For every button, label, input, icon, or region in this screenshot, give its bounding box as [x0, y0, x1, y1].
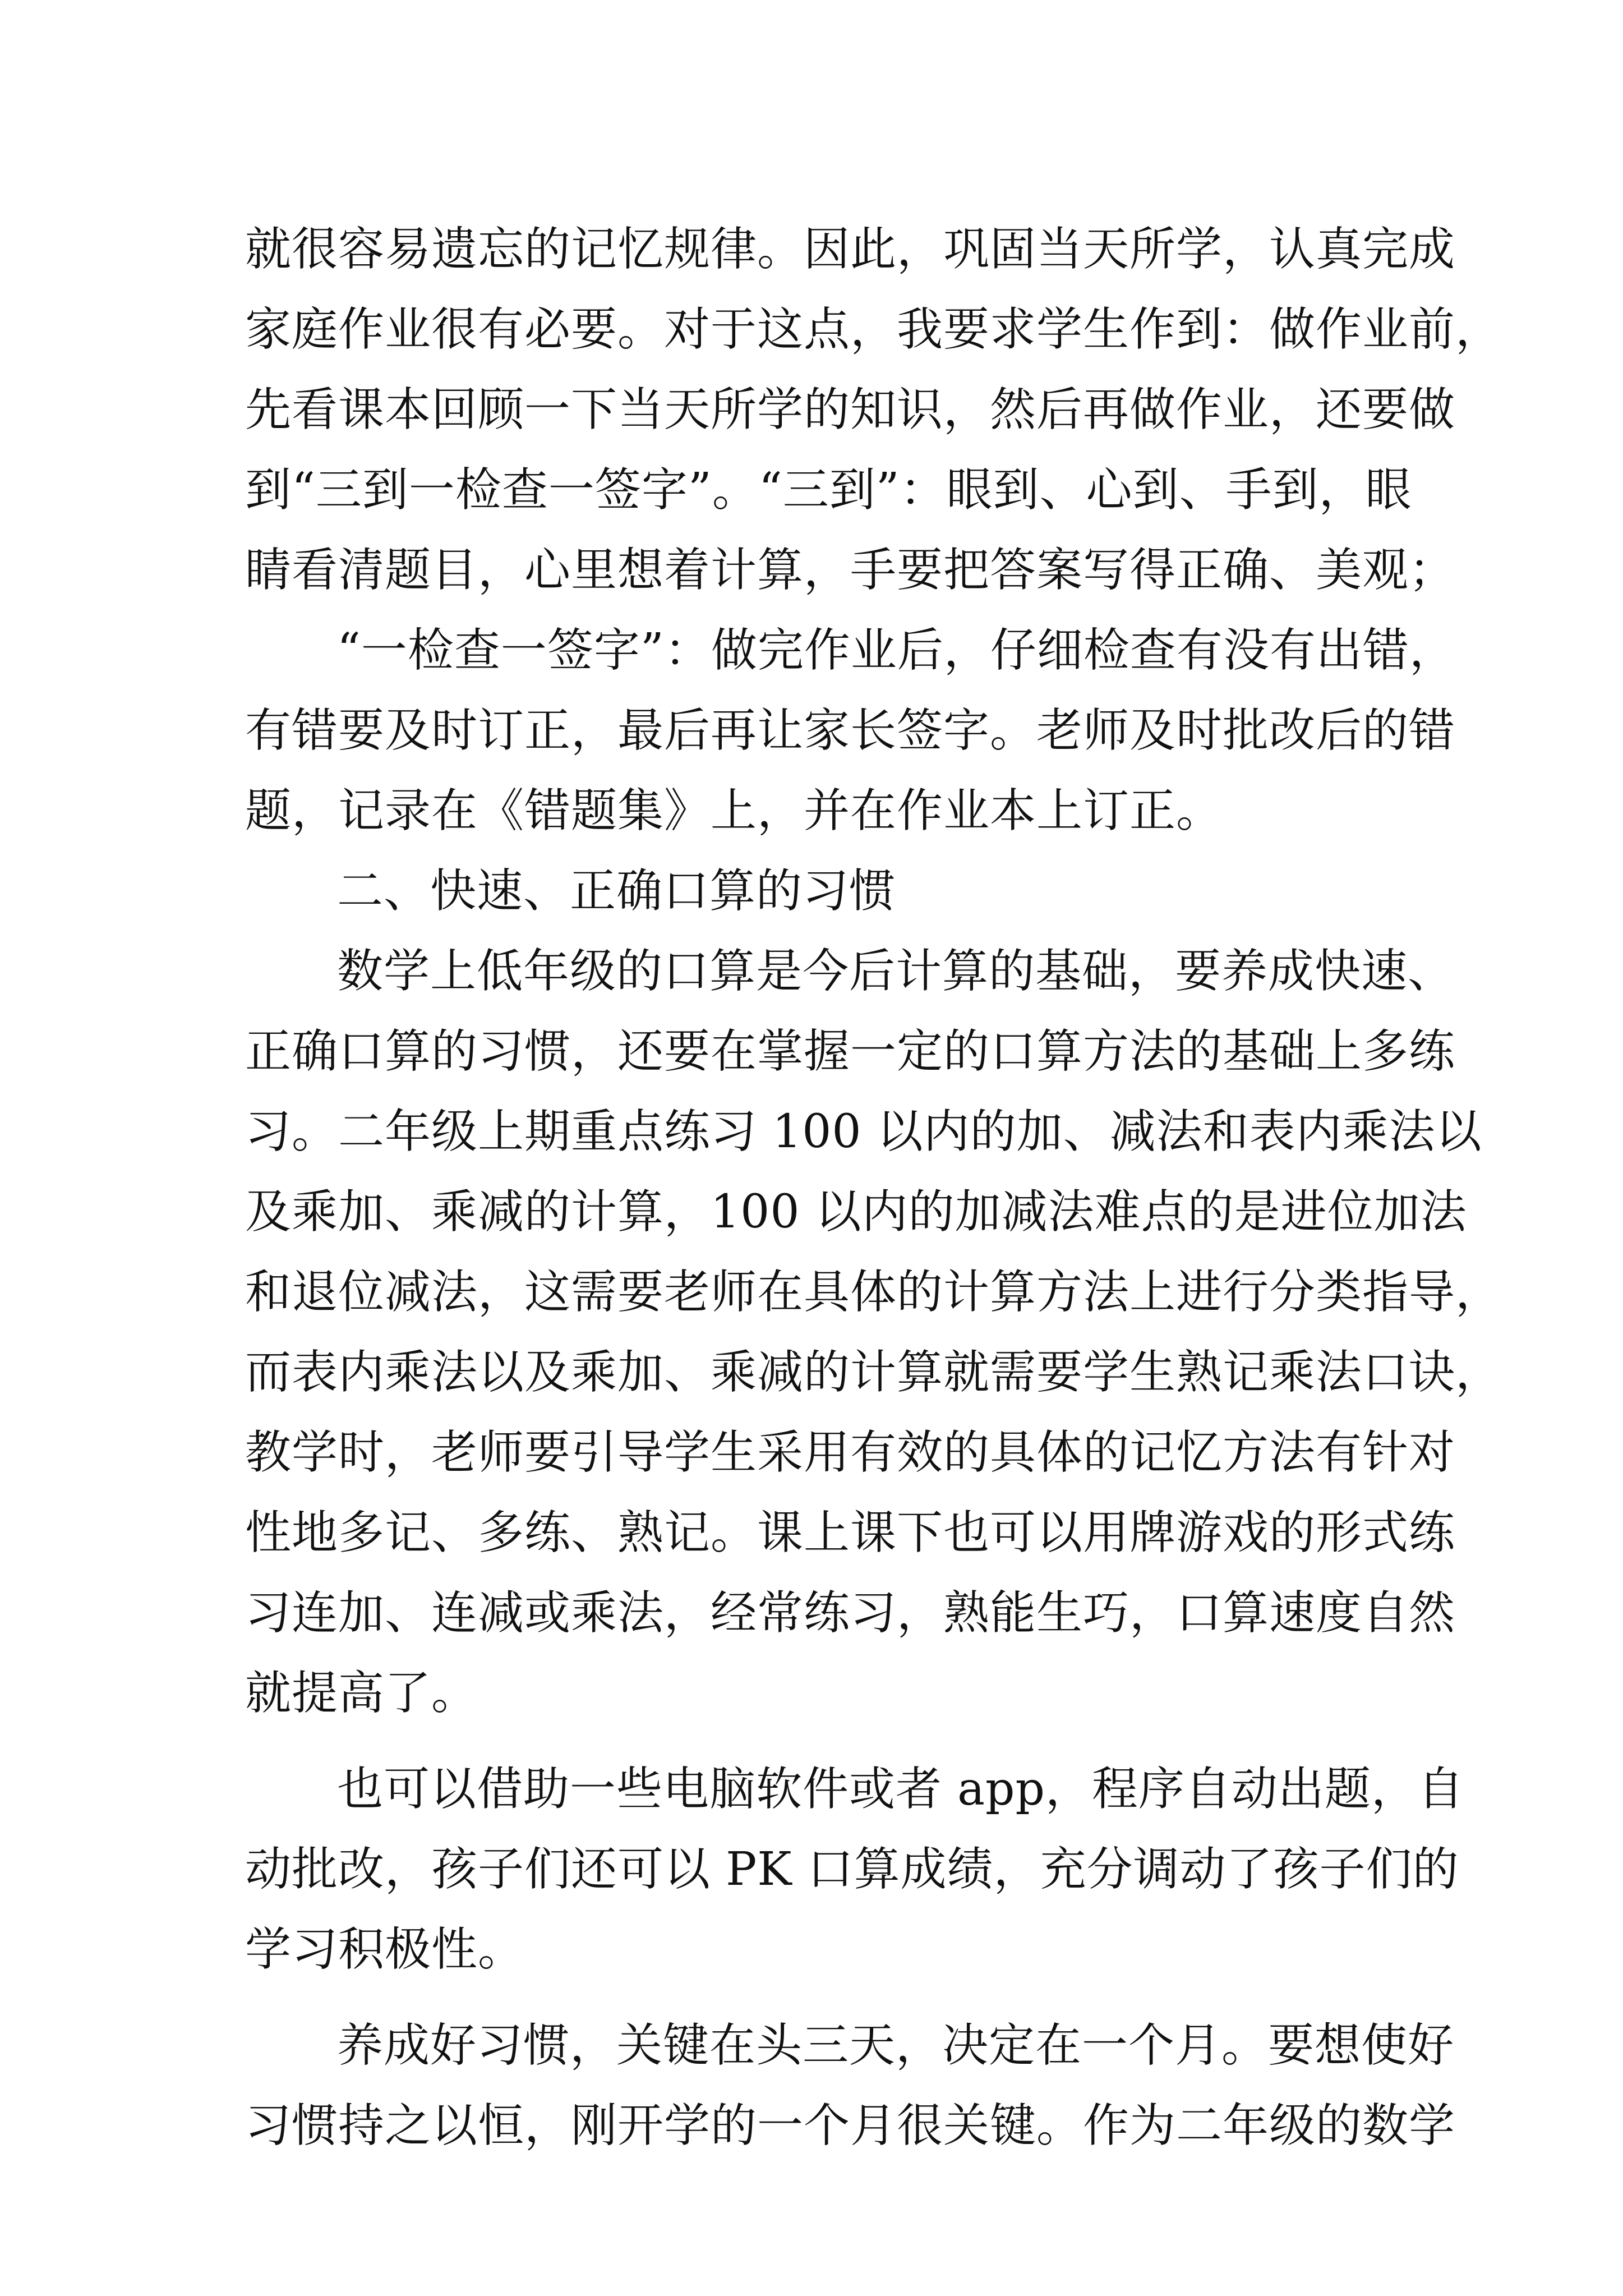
text-line: 学习积极性。 — [245, 1923, 525, 1976]
text-line: “一检查一签字”：做完作业后，仔细检查有没有出错， — [337, 624, 1456, 677]
section-heading: 二、快速、正确口算的习惯 — [337, 864, 896, 918]
text-line: 习。二年级上期重点练习 100 以内的加、减法和表内乘法以 — [245, 1105, 1482, 1158]
text-line: 数学上低年级的口算是今后计算的基础，要养成快速、 — [337, 945, 1455, 998]
text-line: 和退位减法，这需要老师在具体的计算方法上进行分类指导， — [245, 1266, 1502, 1319]
text-line: 动批改，孩子们还可以 PK 口算成绩，充分调动了孩子们的 — [245, 1843, 1459, 1896]
text-line: 养成好习惯，关键在头三天，决定在一个月。要想使好 — [337, 2019, 1455, 2072]
text-line: 习连加、连减或乘法，经常练习，熟能生巧，口算速度自然 — [245, 1586, 1456, 1640]
text-line: 也可以借助一些电脑软件或者 app，程序自动出题，自 — [337, 1763, 1464, 1816]
text-line: 而表内乘法以及乘加、乘减的计算就需要学生熟记乘法口诀， — [245, 1346, 1502, 1399]
text-line: 就很容易遗忘的记忆规律。因此，巩固当天所学，认真完成 — [245, 223, 1456, 276]
body-text — [245, 209, 1502, 2166]
text-line: 睛看清题目，心里想着计算，手要把答案写得正确、美观； — [245, 544, 1456, 597]
text-line: 到“三到一检查一签字”。“三到”：眼到、心到、手到，眼 — [245, 463, 1412, 517]
text-line: 性地多记、多练、熟记。课上课下也可以用牌游戏的形式练 — [245, 1506, 1456, 1559]
text-line: 先看课本回顾一下当天所学的知识，然后再做作业，还要做 — [245, 383, 1456, 436]
text-line: 有错要及时订正，最后再让家长签字。老师及时批改后的错 — [245, 704, 1456, 757]
text-line: 就提高了。 — [245, 1667, 478, 1720]
text-line: 正确口算的习惯，还要在掌握一定的口算方法的基础上多练 — [245, 1025, 1456, 1078]
text-line: 习惯持之以恒，刚开学的一个月很关键。作为二年级的数学 — [245, 2099, 1456, 2152]
text-line: 题，记录在《错题集》上，并在作业本上订正。 — [245, 784, 1223, 838]
text-line: 家庭作业很有必要。对于这点，我要求学生作到：做作业前， — [245, 303, 1502, 356]
text-line: 及乘加、乘减的计算，100 以内的加减法难点的是进位加法 — [245, 1185, 1467, 1239]
text-line: 教学时，老师要引导学生采用有效的具体的记忆方法有针对 — [245, 1426, 1456, 1479]
